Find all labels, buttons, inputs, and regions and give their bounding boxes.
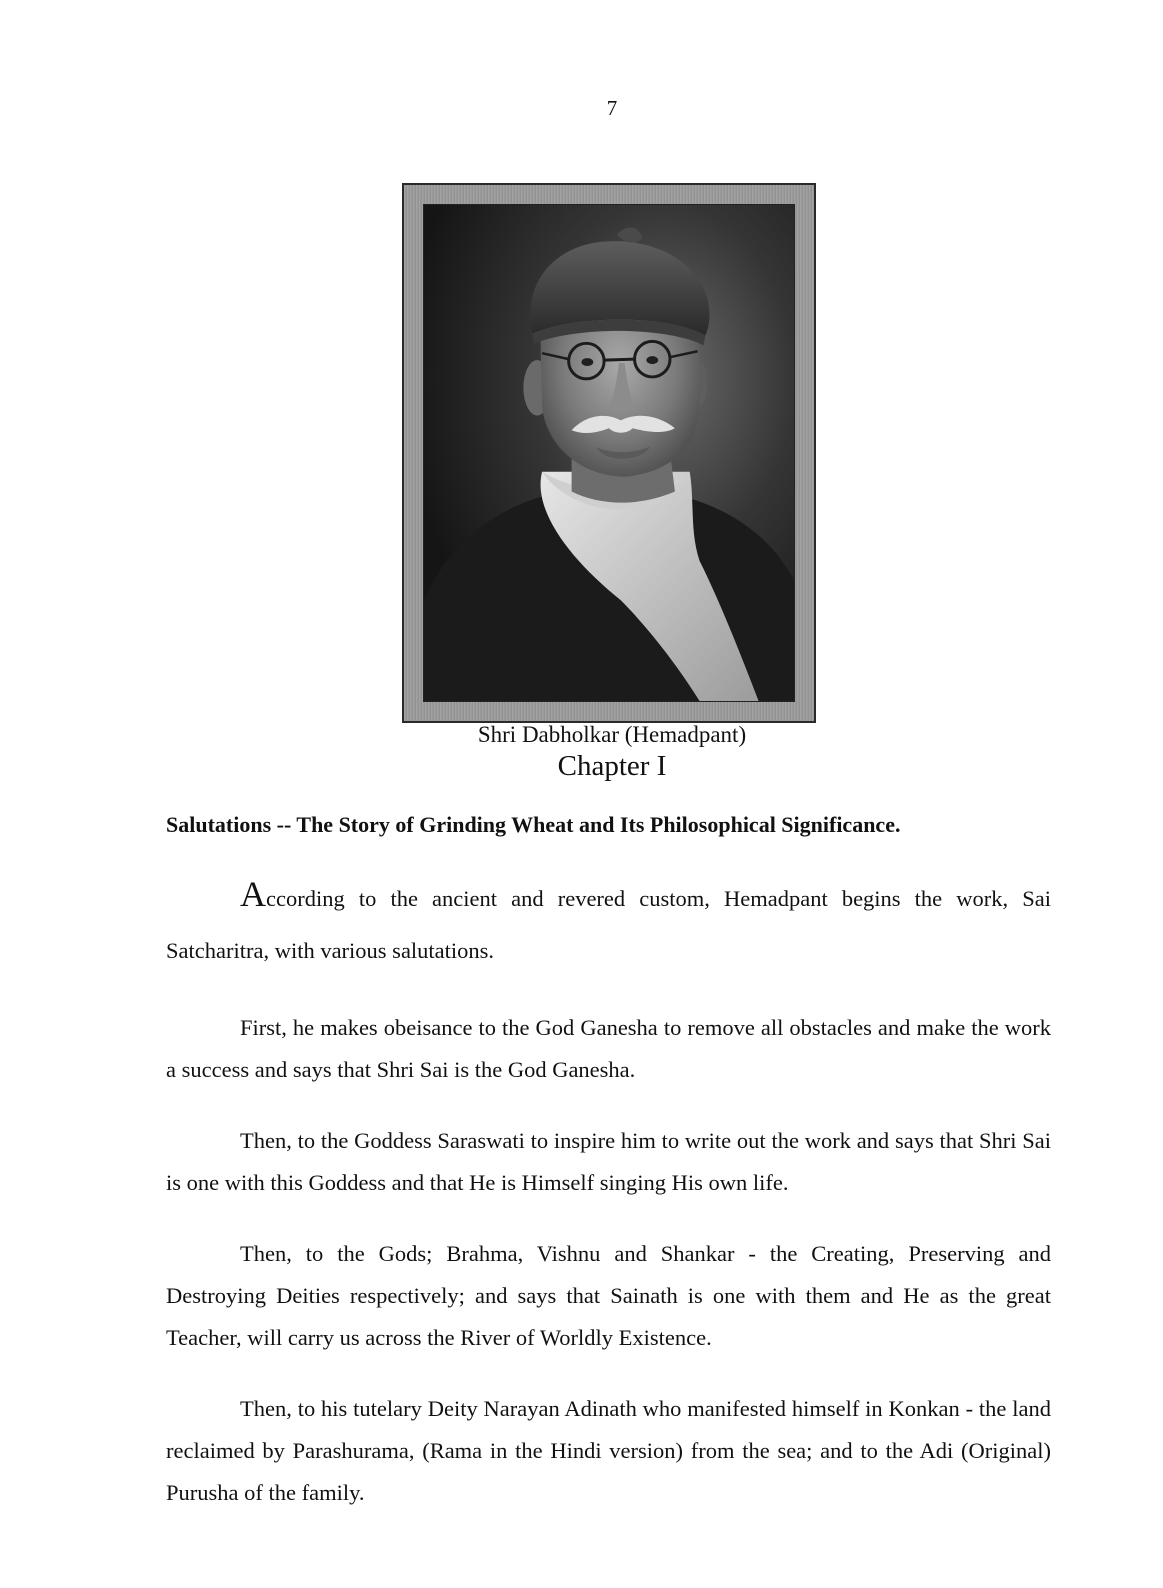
body-text [166, 868, 1051, 1514]
portrait-image [423, 204, 795, 702]
page-number: 7 [606, 96, 618, 120]
paragraph-4: Then, to the Gods; Brahma, Vishnu and Shankar - the Creating, Preserving and Destroying Deities respectively; and says that Sainath is one with them and He as the great Teacher, will carry us across the River of Worldly Existence. [166, 1241, 1051, 1350]
paragraph-5: Then, to his tutelary Deity Narayan Adinath who manifested himself in Konkan - the land reclaimed by Parashurama, (Rama in the Hindi version) from the sea; and to the Adi (Original) Purusha of the family. [166, 1396, 1051, 1505]
paragraph-3: Then, to the Goddess Saraswati to inspire him to write out the work and says that Shri Sai is one with this Goddess and that He is Himself singing His own life. [166, 1128, 1051, 1195]
portrait-illustration [424, 205, 794, 701]
paragraph-1 [166, 868, 1051, 977]
figure-caption: Shri Dabholkar (Hemadpant) [477, 722, 747, 747]
paragraph-1-text: ccording to the ancient and revered custom, Hemadpant begins the work, Sai Satcharitra, with various salutations. [166, 886, 1051, 963]
chapter-title: Chapter I [557, 750, 667, 782]
drop-cap: A [240, 874, 266, 914]
section-heading: Salutations -- The Story of Grinding Wheat and Its Philosophical Significance. [166, 812, 901, 837]
paragraph-2: First, he makes obeisance to the God Ganesha to remove all obstacles and make the work a success and says that Shri Sai is the God Ganesha. [166, 1015, 1051, 1082]
portrait-frame [402, 183, 816, 723]
